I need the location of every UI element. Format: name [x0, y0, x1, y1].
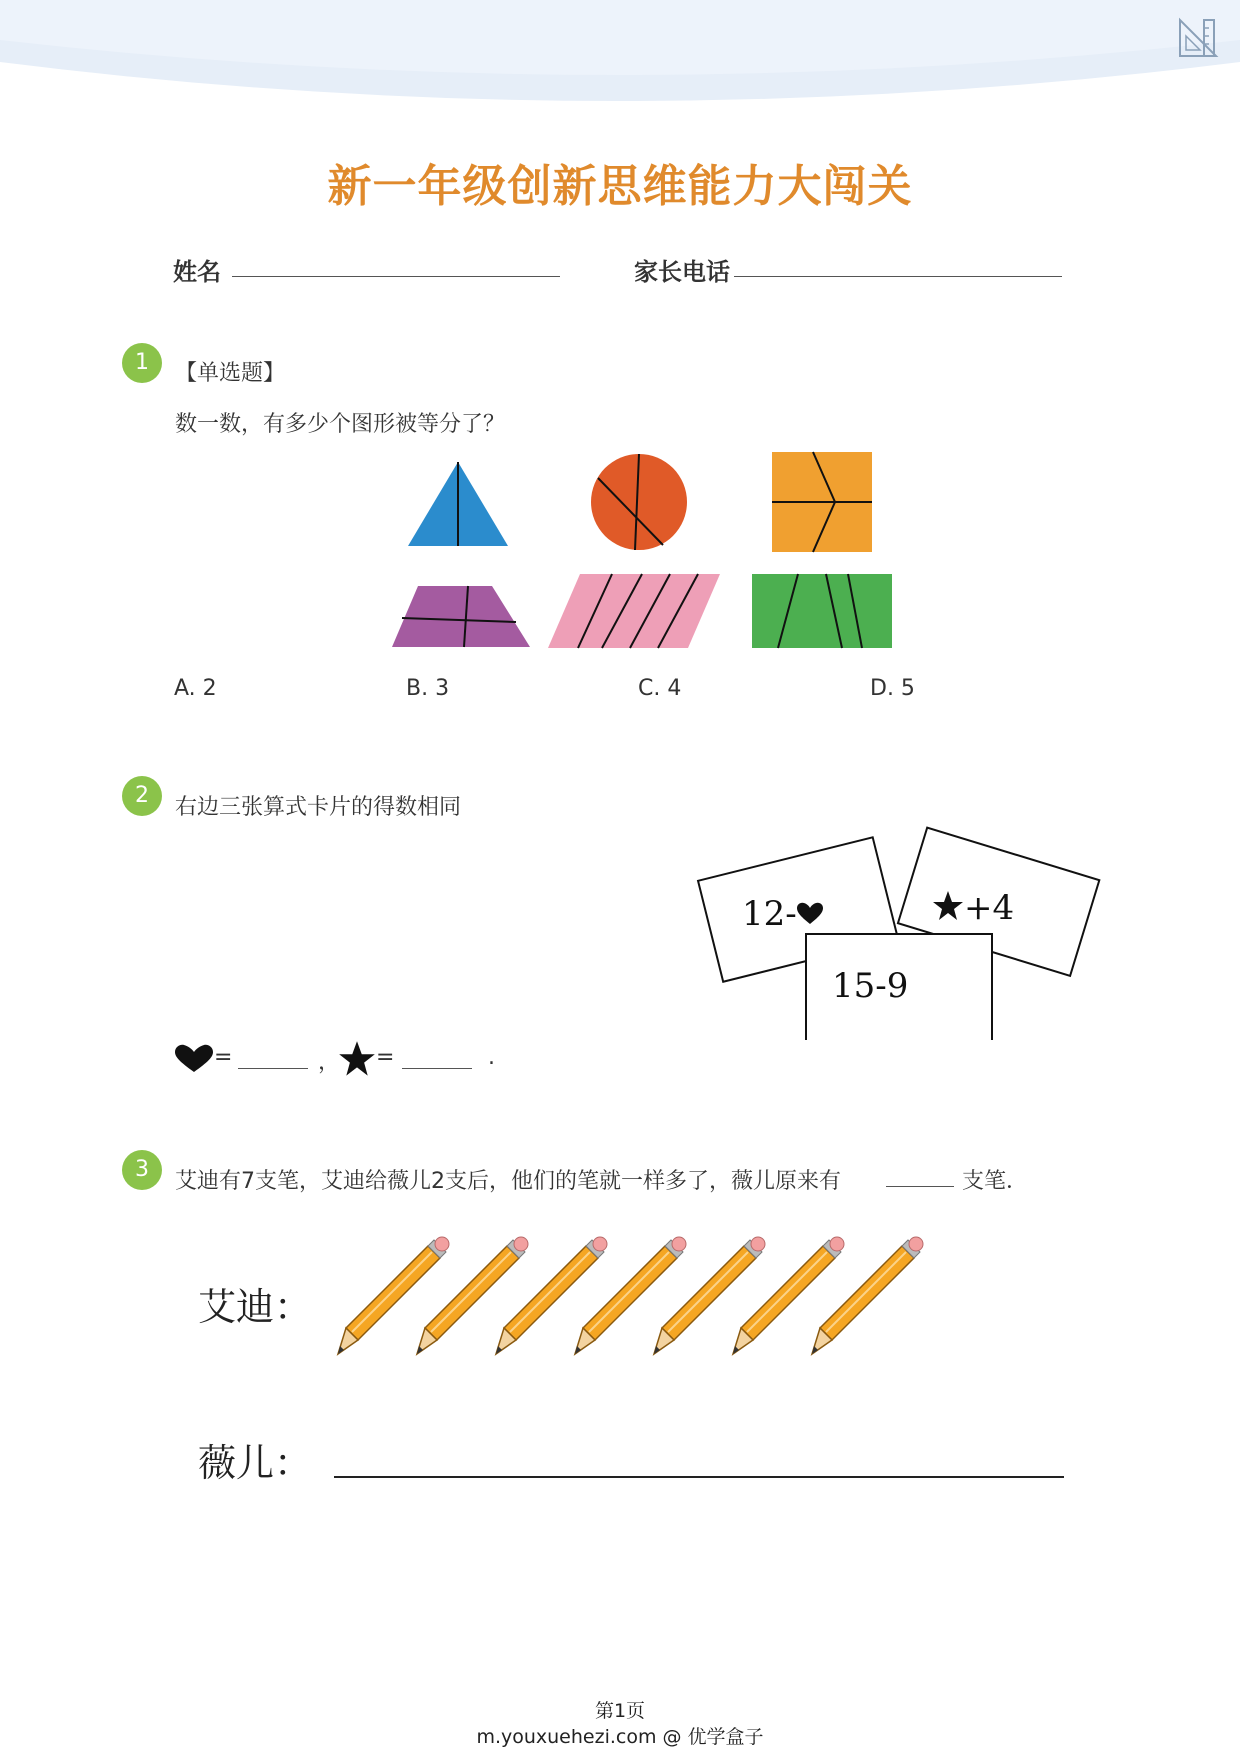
question-3-prompt-end: 支笔． [962, 1169, 1029, 1194]
heart-equals: = [214, 1045, 233, 1070]
rectangle-shape [752, 574, 892, 648]
pencil-row [336, 1236, 936, 1362]
person-1-label: 艾迪： [198, 1285, 313, 1329]
heart-answer-blank[interactable] [238, 1068, 308, 1069]
square-shape [772, 452, 872, 552]
answer-end: . [488, 1045, 495, 1070]
option-a[interactable]: A. 2 [174, 676, 217, 701]
parallelogram-shape [548, 574, 720, 648]
name-label: 姓名 [173, 258, 221, 286]
ruler-triangle-icon [1176, 16, 1220, 60]
question-1-shapes [380, 440, 920, 660]
answer-separator: ， [318, 1050, 341, 1075]
star-answer-blank[interactable] [402, 1068, 472, 1069]
trapezoid-shape [392, 586, 530, 647]
question-3-prompt: 艾迪有7支笔，艾迪给薇儿2支后，他们的笔就一样多了，薇儿原来有 [175, 1169, 841, 1194]
question-2-prompt: 右边三张算式卡片的得数相同 [175, 795, 462, 820]
phone-field[interactable] [734, 276, 1062, 277]
star-icon [932, 890, 964, 922]
footer-site: m.youxuehezi.com @ 优学盒子 [476, 1726, 764, 1748]
page-title: 新一年级创新思维能力大闯关 [327, 161, 913, 212]
heart-icon [174, 1044, 214, 1074]
card-1-text: 12- [742, 894, 797, 934]
question-3-badge: 3 [122, 1150, 162, 1190]
circle-shape [591, 454, 687, 550]
card-3-text: 15-9 [832, 966, 909, 1006]
phone-label: 家长电话 [634, 258, 730, 286]
triangle-shape [408, 462, 508, 546]
question-3-answer-blank[interactable] [886, 1186, 954, 1187]
question-2-badge: 2 [122, 776, 162, 816]
card-2-text: +4 [964, 888, 1015, 928]
person-2-pencil-line[interactable] [334, 1476, 1064, 1478]
option-c[interactable]: C. 4 [638, 676, 682, 701]
name-field[interactable] [232, 276, 560, 277]
question-1-badge: 1 [122, 343, 162, 383]
question-1-prompt: 数一数，有多少个图形被等分了？ [175, 412, 506, 437]
star-equals: = [376, 1045, 395, 1070]
person-2-label: 薇儿： [198, 1441, 313, 1485]
star-icon [338, 1040, 376, 1078]
header-banner [0, 0, 1240, 120]
heart-icon [796, 902, 824, 926]
question-1-tag: 【单选题】 [175, 361, 286, 386]
option-b[interactable]: B. 3 [406, 676, 450, 701]
page-number: 第1页 [594, 1700, 646, 1722]
option-d[interactable]: D. 5 [870, 676, 915, 701]
